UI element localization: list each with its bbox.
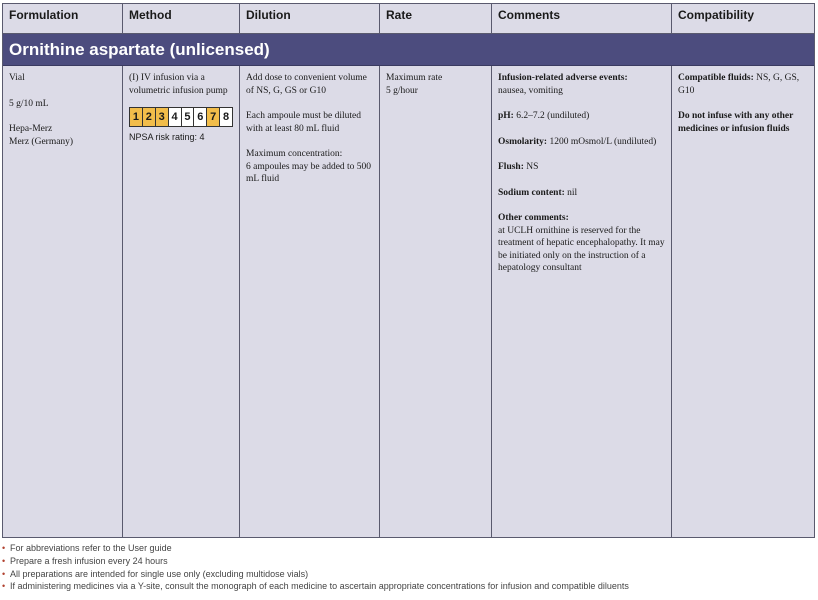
risk-rating-box-4: 4: [168, 107, 182, 127]
dilution-cell: [240, 66, 379, 537]
formulation-strength: 5 g/10 mL: [9, 98, 49, 109]
footer-note: • If administering medicines via a Y-site, consult the monograph of each medicine to ascertain appropriate concentrations for infusion and compatible diluents: [2, 580, 814, 593]
risk-rating-box-1: 1: [129, 107, 143, 127]
footer-note: • Prepare a fresh infusion every 24 hours: [2, 555, 814, 568]
npsa-risk-rating-label: NPSA risk rating: 4: [129, 132, 205, 142]
header-method: Method: [123, 4, 239, 34]
compatibility-column: [672, 4, 814, 537]
footer-notes: [2, 542, 814, 593]
compatibility-warning: Do not infuse with any other medicines or infusion fluids: [678, 111, 794, 134]
other-comments-text: at UCLH ornithine is reserved for the treatment of hepatic encephalopathy. It may be initiated only on the instruction of a hepatology consultant: [498, 225, 665, 273]
rate-label: Maximum rate: [386, 73, 443, 83]
header-rate: Rate: [380, 4, 491, 34]
formulation-manufacturer: Merz (Germany): [9, 136, 74, 147]
header-comments: Comments: [492, 4, 671, 34]
dilution-minimum: Each ampoule must be diluted with at least 80 mL fluid: [246, 111, 362, 134]
risk-rating-box-8: 8: [219, 107, 233, 127]
dilution-column: [240, 4, 380, 537]
comments-cell: [492, 66, 671, 537]
osmolarity-value: 1200 mOsmol/L (undiluted): [549, 136, 657, 147]
footer-note: • All preparations are intended for single use only (excluding multidose vials): [2, 568, 814, 581]
method-column: [123, 4, 240, 537]
risk-rating-box-3: 3: [155, 107, 169, 127]
method-cell: [123, 66, 239, 537]
compatibility-cell: [672, 66, 814, 537]
dilution-instruction: Add dose to convenient volume of NS, G, GS or G10: [246, 73, 367, 96]
other-comments-label: Other comments:: [498, 213, 569, 223]
risk-rating-box-7: 7: [206, 107, 220, 127]
osmolarity-label: Osmolarity:: [498, 136, 548, 147]
ph-value: 6.2–7.2 (undiluted): [516, 111, 590, 121]
rate-value: 5 g/hour: [386, 85, 418, 96]
ph-label: pH:: [498, 111, 514, 121]
formulation-cell: [3, 66, 122, 537]
risk-rating-box-5: 5: [181, 107, 195, 127]
formulation-column: [3, 4, 123, 537]
dilution-max-label: Maximum concentration:: [246, 149, 343, 159]
formulation-brand: Hepa-Merz: [9, 124, 53, 134]
npsa-risk-rating-scale: [129, 107, 233, 127]
flush-label: Flush:: [498, 162, 524, 172]
footer-note: • For abbreviations refer to the User guide: [2, 542, 814, 555]
comments-column: [492, 4, 672, 537]
rate-column: [380, 4, 492, 537]
method-text: (I) IV infusion via a volumetric infusion pump: [129, 73, 228, 96]
header-formulation: Formulation: [3, 4, 122, 34]
rate-cell: [380, 66, 491, 537]
adverse-events-label: Infusion-related adverse events:: [498, 73, 628, 83]
dilution-max-text: 6 ampoules may be added to 500 mL fluid: [246, 161, 372, 184]
sodium-label: Sodium content:: [498, 187, 565, 198]
drug-title-band: [3, 34, 814, 66]
header-dilution: Dilution: [240, 4, 379, 34]
compatible-fluids-value: NS, G, GS, G10: [678, 73, 800, 96]
monograph-table: [2, 3, 815, 538]
compatible-fluids-label: Compatible fluids:: [678, 73, 754, 83]
sodium-value: nil: [567, 187, 578, 198]
risk-rating-box-2: 2: [142, 107, 156, 127]
formulation-type: Vial: [9, 73, 25, 83]
adverse-events-text: nausea, vomiting: [498, 85, 563, 96]
flush-value: NS: [526, 162, 539, 172]
header-compatibility: Compatibility: [672, 4, 814, 34]
drug-title: Ornithine aspartate (unlicensed): [9, 40, 270, 59]
risk-rating-box-6: 6: [193, 107, 207, 127]
